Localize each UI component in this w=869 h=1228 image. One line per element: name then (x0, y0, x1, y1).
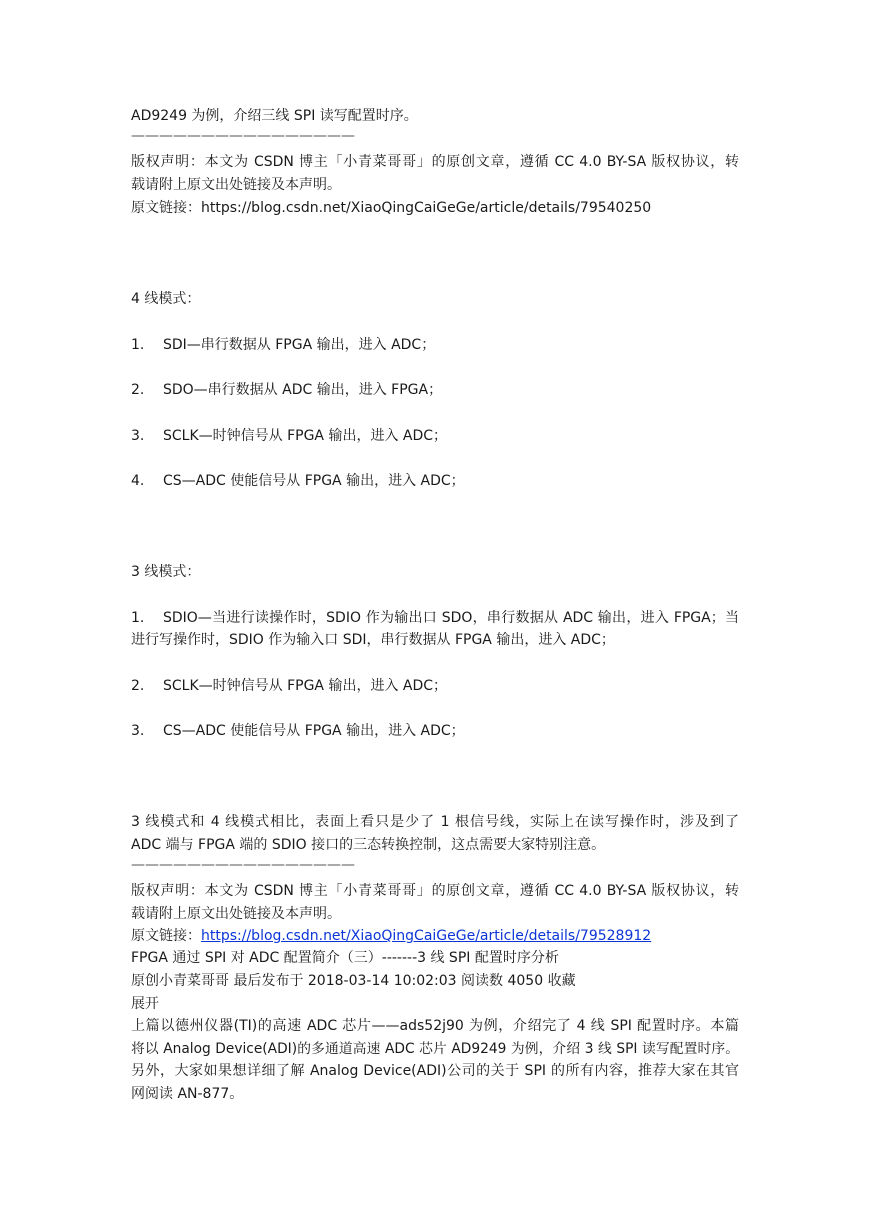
source-link-label: 原文链接： (131, 928, 201, 944)
copyright-notice-line: 载请附上原文出处链接及本声明。 (131, 906, 341, 922)
list-item-number: 3. (131, 723, 145, 739)
list-item-text: CS—ADC 使能信号从 FPGA 输出，进入 ADC； (163, 723, 465, 739)
source-link[interactable]: https://blog.csdn.net/XiaoQingCaiGeGe/article/details/79528912 (201, 928, 652, 944)
source-link-line (131, 926, 739, 946)
article-meta: 原创小青菜哥哥 最后发布于 2018-03-14 10:02:03 阅读数 4050 收藏 (131, 973, 576, 989)
list-item (131, 721, 739, 741)
intro-tail-text: AD9249 为例，介绍三线 SPI 读写配置时序。 (131, 108, 418, 124)
list-item (131, 676, 739, 696)
list-item-number: 1. (131, 610, 145, 626)
list-item (131, 471, 739, 491)
list-item-text: SDI—串行数据从 FPGA 输出，进入 ADC； (163, 337, 436, 353)
list-item (131, 426, 739, 446)
list-item (131, 335, 739, 355)
list-item (131, 608, 739, 628)
copyright-notice-line: 版权声明：本文为 CSDN 博主「小青菜哥哥」的原创文章，遵循 CC 4.0 BY-SA 版权协议，转 (131, 154, 739, 170)
list-item-text: SDIO—当进行读操作时，SDIO 作为输出口 SDO，串行数据从 ADC 输出，进入 FPGA；当 (163, 610, 739, 626)
comparison-paragraph-line: 3 线模式和 4 线模式相比，表面上看只是少了 1 根信号线，实际上在读写操作时，涉及到了 (131, 814, 739, 830)
list-item-number: 3. (131, 428, 145, 444)
separator-rule: ———————————————— (131, 128, 355, 144)
summary-paragraph-line: 网阅读 AN-877。 (131, 1086, 244, 1102)
list-item-continuation: 进行写操作时，SDIO 作为输入口 SDI，串行数据从 FPGA 输出，进入 ADC； (131, 632, 615, 648)
expand-toggle[interactable]: 展开 (131, 996, 159, 1012)
summary-paragraph-line: 上篇以德州仪器(TI)的高速 ADC 芯片——ads52j90 为例，介绍完了 4 线 SPI 配置时序。本篇 (131, 1018, 739, 1034)
comparison-paragraph-line: ADC 端与 FPGA 端的 SDIO 接口的三态转换控制，这点需要大家特别注意。 (131, 837, 606, 853)
list-item-number: 2. (131, 678, 145, 694)
list-item-number: 4. (131, 473, 145, 489)
four-wire-heading: 4 线模式： (131, 291, 201, 307)
list-item-text: SCLK—时钟信号从 FPGA 输出，进入 ADC； (163, 428, 448, 444)
article-title: FPGA 通过 SPI 对 ADC 配置简介（三）-------3 线 SPI 配置时序分析 (131, 950, 559, 966)
separator-rule: ———————————————— (131, 857, 355, 873)
list-item-number: 1. (131, 337, 145, 353)
copyright-notice-line: 载请附上原文出处链接及本声明。 (131, 177, 341, 193)
three-wire-heading: 3 线模式： (131, 564, 201, 580)
list-item-text: CS—ADC 使能信号从 FPGA 输出，进入 ADC； (163, 473, 465, 489)
list-item-text: SDO—串行数据从 ADC 输出，进入 FPGA； (163, 382, 443, 398)
list-item (131, 380, 739, 400)
copyright-notice-line: 版权声明：本文为 CSDN 博主「小青菜哥哥」的原创文章，遵循 CC 4.0 BY-SA 版权协议，转 (131, 883, 739, 899)
summary-paragraph-line: 另外，大家如果想详细了解 Analog Device(ADI)公司的关于 SPI 的所有内容，推荐大家在其官 (131, 1063, 739, 1079)
summary-paragraph-line: 将以 Analog Device(ADI)的多通道高速 ADC 芯片 AD9249 为例，介绍 3 线 SPI 读写配置时序。 (131, 1041, 739, 1057)
list-item-text: SCLK—时钟信号从 FPGA 输出，进入 ADC； (163, 678, 448, 694)
source-link-text: 原文链接：https://blog.csdn.net/XiaoQingCaiGeGe/article/details/79540250 (131, 200, 652, 216)
list-item-number: 2. (131, 382, 145, 398)
